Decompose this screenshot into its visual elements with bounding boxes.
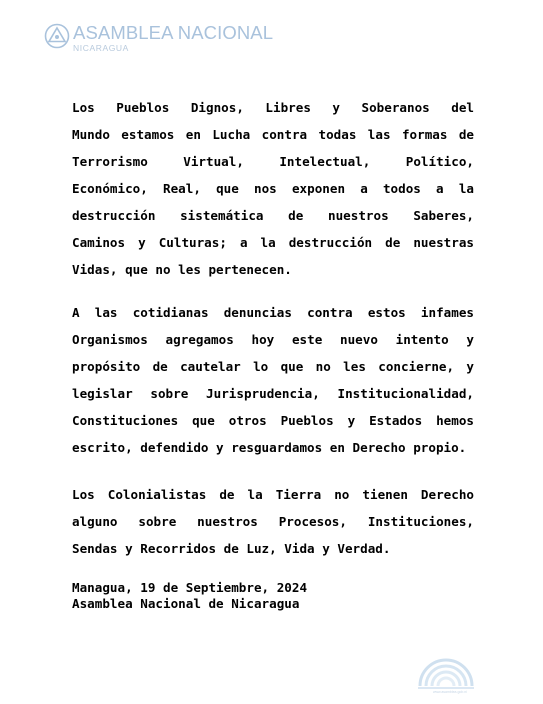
text-line: Vidas, que no les pertenecen. <box>72 262 292 277</box>
signatory: Asamblea Nacional de Nicaragua <box>72 596 300 611</box>
text-line: Los Colonialistas de la Tierra no tienen Derecho <box>72 487 474 502</box>
text-line: Mundo estamos en Lucha contra todas las formas de <box>72 127 474 142</box>
text-line: A las cotidianas denuncias contra estos infames <box>72 305 474 320</box>
paragraph-1 <box>72 94 474 283</box>
footer-url: www.asamblea.gob.ni <box>432 690 468 694</box>
text-line: Los Pueblos Dignos, Libres y Soberanos del <box>72 100 474 115</box>
text-line: Constituciones que otros Pueblos y Estados hemos <box>72 413 474 428</box>
org-country: NICARAGUA <box>73 43 129 53</box>
text-line: destrucción sistemática de nuestros Saberes, <box>72 208 474 223</box>
text-line: Terrorismo Virtual, Intelectual, Político, <box>72 154 474 169</box>
triangle-emblem-icon <box>44 23 70 49</box>
text-line: Caminos y Culturas; a la destrucción de nuestras <box>72 235 474 250</box>
paragraph-2 <box>72 299 474 461</box>
text-line: legislar sobre Jurisprudencia, Institucionalidad, <box>72 386 474 401</box>
place-date: Managua, 19 de Septiembre, 2024 <box>72 580 308 595</box>
text-line: escrito, defendido y resguardamos en Derecho propio. <box>72 440 467 455</box>
text-line: alguno sobre nuestros Procesos, Instituciones, <box>72 514 474 529</box>
paragraph-3 <box>72 481 474 562</box>
signoff <box>72 580 472 612</box>
text-line: Sendas y Recorridos de Luz, Vida y Verdad. <box>72 541 391 556</box>
assembly-hemicycle-icon <box>414 652 478 692</box>
text-line: Organismos agregamos hoy este nuevo intento y <box>72 332 474 347</box>
text-line: Económico, Real, que nos exponen a todos a la <box>72 181 474 196</box>
org-name: ASAMBLEA NACIONAL <box>73 22 274 43</box>
text-line: propósito de cautelar lo que no les concierne, y <box>72 359 474 374</box>
